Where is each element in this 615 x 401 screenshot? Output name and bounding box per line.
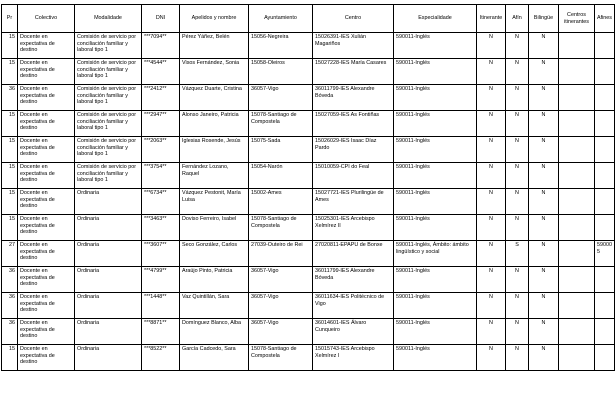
cell-modalidade: Ordinaria <box>75 319 142 345</box>
cell-pr: 15 <box>2 163 18 189</box>
cell-centro: 15026029-IES Isaac Díaz Pardo <box>313 137 394 163</box>
cell-pr: 15 <box>2 215 18 241</box>
cell-afin: N <box>506 137 529 163</box>
assignment-sheet <box>1 4 614 371</box>
cell-dni: ***4799** <box>142 267 180 293</box>
cell-centro: 15010059-CPI do Feal <box>313 163 394 189</box>
cell-pr: 15 <box>2 137 18 163</box>
cell-especialidade: 590011-Inglés <box>394 319 477 345</box>
header-itinerante: Itinerante <box>477 5 506 33</box>
cell-afines <box>595 111 615 137</box>
cell-itinerante: N <box>477 293 506 319</box>
cell-afines <box>595 319 615 345</box>
cell-modalidade: Ordinaria <box>75 215 142 241</box>
cell-modalidade: Comisión de servicio por conciliación familiar y laboral tipo 1 <box>75 85 142 111</box>
cell-itinerante: N <box>477 59 506 85</box>
header-afines: Afines <box>595 5 615 33</box>
cell-centros-itinerantes <box>559 241 595 267</box>
cell-especialidade: 590011-Inglés <box>394 59 477 85</box>
table-row <box>2 241 615 267</box>
cell-especialidade: 590011-Inglés, Ámbito: ámbito lingüístico y social <box>394 241 477 267</box>
cell-dni: ***2947** <box>142 111 180 137</box>
cell-especialidade: 590011-Inglés <box>394 267 477 293</box>
cell-afines <box>595 293 615 319</box>
cell-especialidade: 590011-Inglés <box>394 111 477 137</box>
cell-pr: 15 <box>2 189 18 215</box>
table-row <box>2 111 615 137</box>
cell-centro: 15025301-IES Arcebispo Xelmírez II <box>313 215 394 241</box>
cell-colectivo: Docente en expectativa de destino <box>18 85 75 111</box>
header-pr: Pr <box>2 5 18 33</box>
cell-dni: ***2063** <box>142 137 180 163</box>
cell-centros-itinerantes <box>559 163 595 189</box>
header-dni: DNI <box>142 5 180 33</box>
cell-centro: 36014601-IES Álvaro Cunqueiro <box>313 319 394 345</box>
cell-ayuntamiento: 15078-Santiago de Compostela <box>249 345 313 371</box>
cell-colectivo: Docente en expectativa de destino <box>18 33 75 59</box>
cell-centros-itinerantes <box>559 267 595 293</box>
cell-afin: N <box>506 111 529 137</box>
table-row <box>2 137 615 163</box>
table-row <box>2 33 615 59</box>
cell-name: Vaz Quintillán, Sara <box>180 293 249 319</box>
table-header <box>2 5 615 33</box>
cell-dni: ***3607** <box>142 241 180 267</box>
cell-centro: 15027228-IES María Casares <box>313 59 394 85</box>
cell-colectivo: Docente en expectativa de destino <box>18 319 75 345</box>
cell-afin: N <box>506 267 529 293</box>
cell-dni: ***3754** <box>142 163 180 189</box>
cell-itinerante: N <box>477 319 506 345</box>
cell-bilingue: N <box>529 137 559 163</box>
cell-especialidade: 590011-Inglés <box>394 345 477 371</box>
cell-pr: 15 <box>2 345 18 371</box>
cell-itinerante: N <box>477 215 506 241</box>
cell-ayuntamiento: 15002-Ames <box>249 189 313 215</box>
cell-modalidade: Ordinaria <box>75 267 142 293</box>
cell-bilingue: N <box>529 215 559 241</box>
table-row <box>2 215 615 241</box>
cell-ayuntamiento: 27039-Outeiro de Rei <box>249 241 313 267</box>
cell-centros-itinerantes <box>559 215 595 241</box>
header-centro: Centro <box>313 5 394 33</box>
cell-name: Visos Fernández, Sonia <box>180 59 249 85</box>
cell-bilingue: N <box>529 111 559 137</box>
cell-centros-itinerantes <box>559 137 595 163</box>
cell-especialidade: 590011-Inglés <box>394 293 477 319</box>
cell-centro: 27020811-EPAPU de Bonxe <box>313 241 394 267</box>
cell-colectivo: Docente en expectativa de destino <box>18 241 75 267</box>
cell-bilingue: N <box>529 85 559 111</box>
cell-afines: 590005 <box>595 241 615 267</box>
cell-name: García Cadcedo, Sara <box>180 345 249 371</box>
cell-bilingue: N <box>529 59 559 85</box>
cell-centros-itinerantes <box>559 189 595 215</box>
cell-centros-itinerantes <box>559 319 595 345</box>
cell-dni: ***3463** <box>142 215 180 241</box>
cell-name: Vázquez Duarte, Cristina <box>180 85 249 111</box>
cell-colectivo: Docente en expectativa de destino <box>18 111 75 137</box>
cell-ayuntamiento: 15056-Negreira <box>249 33 313 59</box>
assignments-table <box>1 4 615 371</box>
cell-ayuntamiento: 15075-Sada <box>249 137 313 163</box>
cell-itinerante: N <box>477 345 506 371</box>
cell-pr: 27 <box>2 241 18 267</box>
cell-especialidade: 590011-Inglés <box>394 137 477 163</box>
cell-ayuntamiento: 15078-Santiago de Compostela <box>249 215 313 241</box>
cell-modalidade: Comisión de servicio por conciliación familiar y laboral tipo 1 <box>75 59 142 85</box>
cell-centros-itinerantes <box>559 345 595 371</box>
cell-itinerante: N <box>477 267 506 293</box>
cell-dni: ***8871** <box>142 319 180 345</box>
cell-bilingue: N <box>529 163 559 189</box>
table-row <box>2 293 615 319</box>
cell-pr: 36 <box>2 85 18 111</box>
cell-centro: 15026391-IES Xulián Magariños <box>313 33 394 59</box>
cell-bilingue: N <box>529 241 559 267</box>
table-row <box>2 85 615 111</box>
cell-modalidade: Comisión de servicio por conciliación familiar y laboral tipo 1 <box>75 33 142 59</box>
cell-itinerante: N <box>477 241 506 267</box>
cell-centro: 15015743-IES Arcebispo Xelmírez I <box>313 345 394 371</box>
cell-centro: 15027721-IES Plurilingüe de Ames <box>313 189 394 215</box>
cell-name: Seco González, Carlos <box>180 241 249 267</box>
cell-afin: N <box>506 345 529 371</box>
cell-centro: 36011634-IES Politécnico de Vigo <box>313 293 394 319</box>
header-especialidade: Especialidade <box>394 5 477 33</box>
cell-afines <box>595 345 615 371</box>
table-row <box>2 345 615 371</box>
header-row <box>2 5 615 33</box>
cell-centros-itinerantes <box>559 111 595 137</box>
cell-afin: N <box>506 163 529 189</box>
cell-bilingue: N <box>529 189 559 215</box>
cell-bilingue: N <box>529 319 559 345</box>
cell-modalidade: Ordinaria <box>75 189 142 215</box>
cell-itinerante: N <box>477 85 506 111</box>
cell-especialidade: 590011-Inglés <box>394 215 477 241</box>
cell-centro: 15027059-IES As Fontiñas <box>313 111 394 137</box>
cell-colectivo: Docente en expectativa de destino <box>18 267 75 293</box>
cell-modalidade: Comisión de servicio por conciliación familiar y laboral tipo 1 <box>75 111 142 137</box>
cell-especialidade: 590011-Inglés <box>394 189 477 215</box>
table-row <box>2 163 615 189</box>
cell-afin: N <box>506 33 529 59</box>
cell-bilingue: N <box>529 293 559 319</box>
cell-centros-itinerantes <box>559 293 595 319</box>
cell-modalidade: Comisión de servicio por conciliación familiar y laboral tipo 1 <box>75 137 142 163</box>
cell-ayuntamiento: 15058-Oleiros <box>249 59 313 85</box>
cell-itinerante: N <box>477 33 506 59</box>
cell-itinerante: N <box>477 163 506 189</box>
cell-colectivo: Docente en expectativa de destino <box>18 137 75 163</box>
cell-colectivo: Docente en expectativa de destino <box>18 293 75 319</box>
cell-afin: N <box>506 59 529 85</box>
cell-centros-itinerantes <box>559 85 595 111</box>
cell-centros-itinerantes <box>559 33 595 59</box>
cell-name: Araújo Pinto, Patricia <box>180 267 249 293</box>
cell-ayuntamiento: 36057-Vigo <box>249 85 313 111</box>
cell-afines <box>595 267 615 293</box>
cell-name: Iglesias Rosende, Jesús <box>180 137 249 163</box>
table-row <box>2 319 615 345</box>
cell-afin: N <box>506 319 529 345</box>
cell-dni: ***2412** <box>142 85 180 111</box>
header-centros-itinerantes: Centros itinerantes <box>559 5 595 33</box>
cell-name: Fernández Lozano, Raquel <box>180 163 249 189</box>
header-ayuntamiento: Ayuntamiento <box>249 5 313 33</box>
cell-especialidade: 590011-Inglés <box>394 85 477 111</box>
cell-afin: N <box>506 189 529 215</box>
cell-name: Alonso Janeiro, Patricia <box>180 111 249 137</box>
cell-pr: 36 <box>2 293 18 319</box>
cell-itinerante: N <box>477 137 506 163</box>
table-body <box>2 33 615 371</box>
cell-especialidade: 590011-Inglés <box>394 163 477 189</box>
cell-name: Vázquez Pestonit, María Luisa <box>180 189 249 215</box>
cell-dni: ***4544** <box>142 59 180 85</box>
cell-colectivo: Docente en expectativa de destino <box>18 189 75 215</box>
cell-modalidade: Ordinaria <box>75 345 142 371</box>
cell-itinerante: N <box>477 189 506 215</box>
cell-colectivo: Docente en expectativa de destino <box>18 215 75 241</box>
cell-pr: 36 <box>2 267 18 293</box>
header-bilingue: Bilingüe <box>529 5 559 33</box>
cell-dni: ***1448** <box>142 293 180 319</box>
cell-pr: 15 <box>2 33 18 59</box>
cell-ayuntamiento: 36057-Vigo <box>249 267 313 293</box>
cell-colectivo: Docente en expectativa de destino <box>18 163 75 189</box>
cell-ayuntamiento: 36057-Vigo <box>249 319 313 345</box>
cell-afines <box>595 59 615 85</box>
cell-ayuntamiento: 15078-Santiago de Compostela <box>249 111 313 137</box>
cell-name: Doviso Ferreiro, Isabel <box>180 215 249 241</box>
cell-name: Pérez Yáñez, Belén <box>180 33 249 59</box>
cell-pr: 15 <box>2 59 18 85</box>
cell-bilingue: N <box>529 267 559 293</box>
cell-colectivo: Docente en expectativa de destino <box>18 345 75 371</box>
cell-name: Domínguez Blanco, Alba <box>180 319 249 345</box>
header-apelidos-nombre: Apelidos y nombre <box>180 5 249 33</box>
header-modalidade: Modalidade <box>75 5 142 33</box>
cell-modalidade: Ordinaria <box>75 241 142 267</box>
cell-afin: N <box>506 215 529 241</box>
table-row <box>2 59 615 85</box>
cell-modalidade: Comisión de servicio por conciliación familiar y laboral tipo 1 <box>75 163 142 189</box>
cell-afin: S <box>506 241 529 267</box>
cell-centro: 36011799-IES Alexandre Bóveda <box>313 267 394 293</box>
cell-dni: ***7094** <box>142 33 180 59</box>
cell-pr: 15 <box>2 111 18 137</box>
cell-afines <box>595 189 615 215</box>
cell-ayuntamiento: 36057-Vigo <box>249 293 313 319</box>
cell-afines <box>595 215 615 241</box>
cell-bilingue: N <box>529 33 559 59</box>
header-afin: Afín <box>506 5 529 33</box>
cell-ayuntamiento: 15054-Narón <box>249 163 313 189</box>
header-colectivo: Colectivo <box>18 5 75 33</box>
cell-afin: N <box>506 85 529 111</box>
cell-especialidade: 590011-Inglés <box>394 33 477 59</box>
cell-bilingue: N <box>529 345 559 371</box>
cell-modalidade: Ordinaria <box>75 293 142 319</box>
cell-dni: ***6734** <box>142 189 180 215</box>
table-row <box>2 189 615 215</box>
cell-afines <box>595 137 615 163</box>
cell-centros-itinerantes <box>559 59 595 85</box>
cell-itinerante: N <box>477 111 506 137</box>
cell-centro: 36011799-IES Alexandre Bóveda <box>313 85 394 111</box>
cell-dni: ***8522** <box>142 345 180 371</box>
cell-afin: N <box>506 293 529 319</box>
cell-afines <box>595 163 615 189</box>
table-row <box>2 267 615 293</box>
cell-afines <box>595 33 615 59</box>
cell-afines <box>595 85 615 111</box>
cell-colectivo: Docente en expectativa de destino <box>18 59 75 85</box>
cell-pr: 36 <box>2 319 18 345</box>
